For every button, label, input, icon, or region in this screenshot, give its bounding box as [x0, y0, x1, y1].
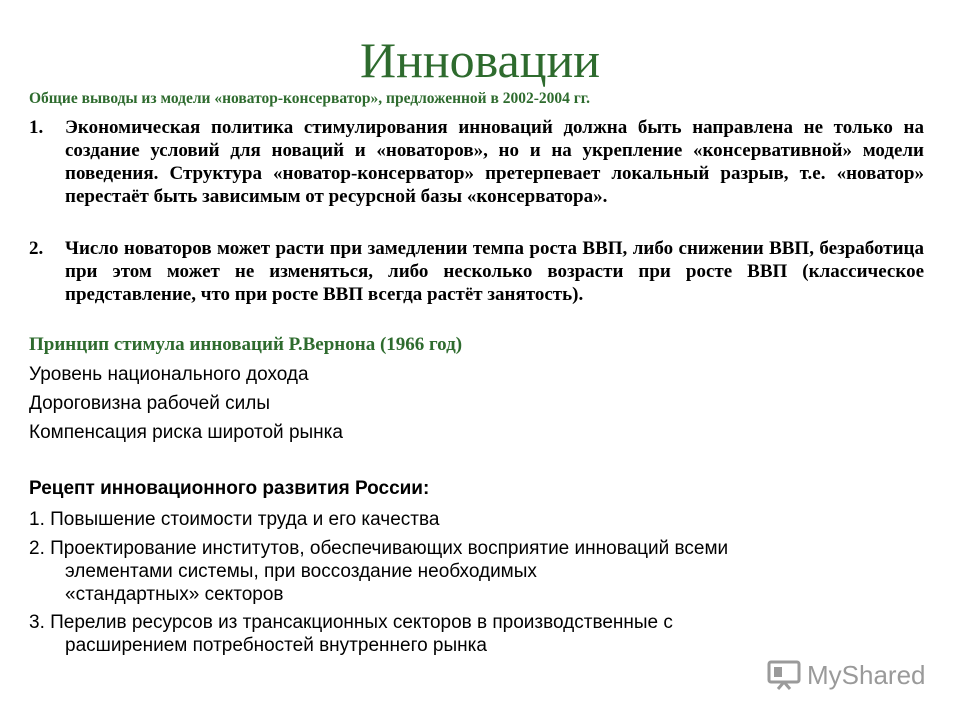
conclusion-text: Число новаторов может расти при замедлении темпа роста ВВП, либо снижении ВВП, безработица при этом может не изменяться, либо несколько возрасти при росте ВВП (классическое представление, что при росте ВВП всегда растёт занятость). [65, 238, 924, 305]
watermark-text: MyShared [807, 659, 926, 690]
recipe-item-text: 3. Перелив ресурсов из трансакционных секторов в производственные с [29, 612, 673, 633]
recipe-title: Рецепт инновационного развития России: [29, 478, 430, 499]
recipe-item-3 [29, 611, 929, 657]
conclusion-text: Экономическая политика стимулирования инноваций должна быть направлена не только на создание условий для новаций и «новаторов», но и на укрепление «консервативной» модели поведения. Структура «новатор-консерватор» претерпевает локальный разрыв, т.е. «новатор» перестаёт быть зависимым от ресурсной базы «консерватора». [65, 117, 924, 207]
recipe-item-text: 1. Повышение стоимости труда и его качества [29, 509, 440, 530]
presentation-screen-icon [767, 659, 801, 691]
recipe-item-2 [29, 537, 929, 606]
recipe-item-continuation: расширением потребностей внутреннего рынка [65, 635, 487, 656]
principle-item: Дороговизна рабочей силы [29, 393, 270, 414]
conclusion-item-1 [29, 116, 924, 208]
recipe-item-1 [29, 508, 929, 531]
conclusion-number: 1. [29, 117, 44, 138]
slide-title: Инновации [359, 32, 601, 88]
principle-item: Компенсация риска широтой рынка [29, 422, 343, 443]
conclusion-number: 2. [29, 238, 44, 259]
principle-item: Уровень национального дохода [29, 364, 309, 385]
slide-subtitle: Общие выводы из модели «новатор-консерватор», предложенной в 2002-2004 гг. [29, 90, 590, 107]
myshared-watermark [767, 657, 926, 693]
conclusion-item-2 [29, 237, 924, 306]
recipe-item-continuation: элементами системы, при воссоздание необходимых «стандартных» секторов [65, 561, 537, 605]
principle-title: Принцип стимула инноваций Р.Вернона (1966 год) [29, 334, 463, 355]
recipe-item-text: 2. Проектирование институтов, обеспечивающих восприятие инноваций всеми [29, 538, 729, 559]
